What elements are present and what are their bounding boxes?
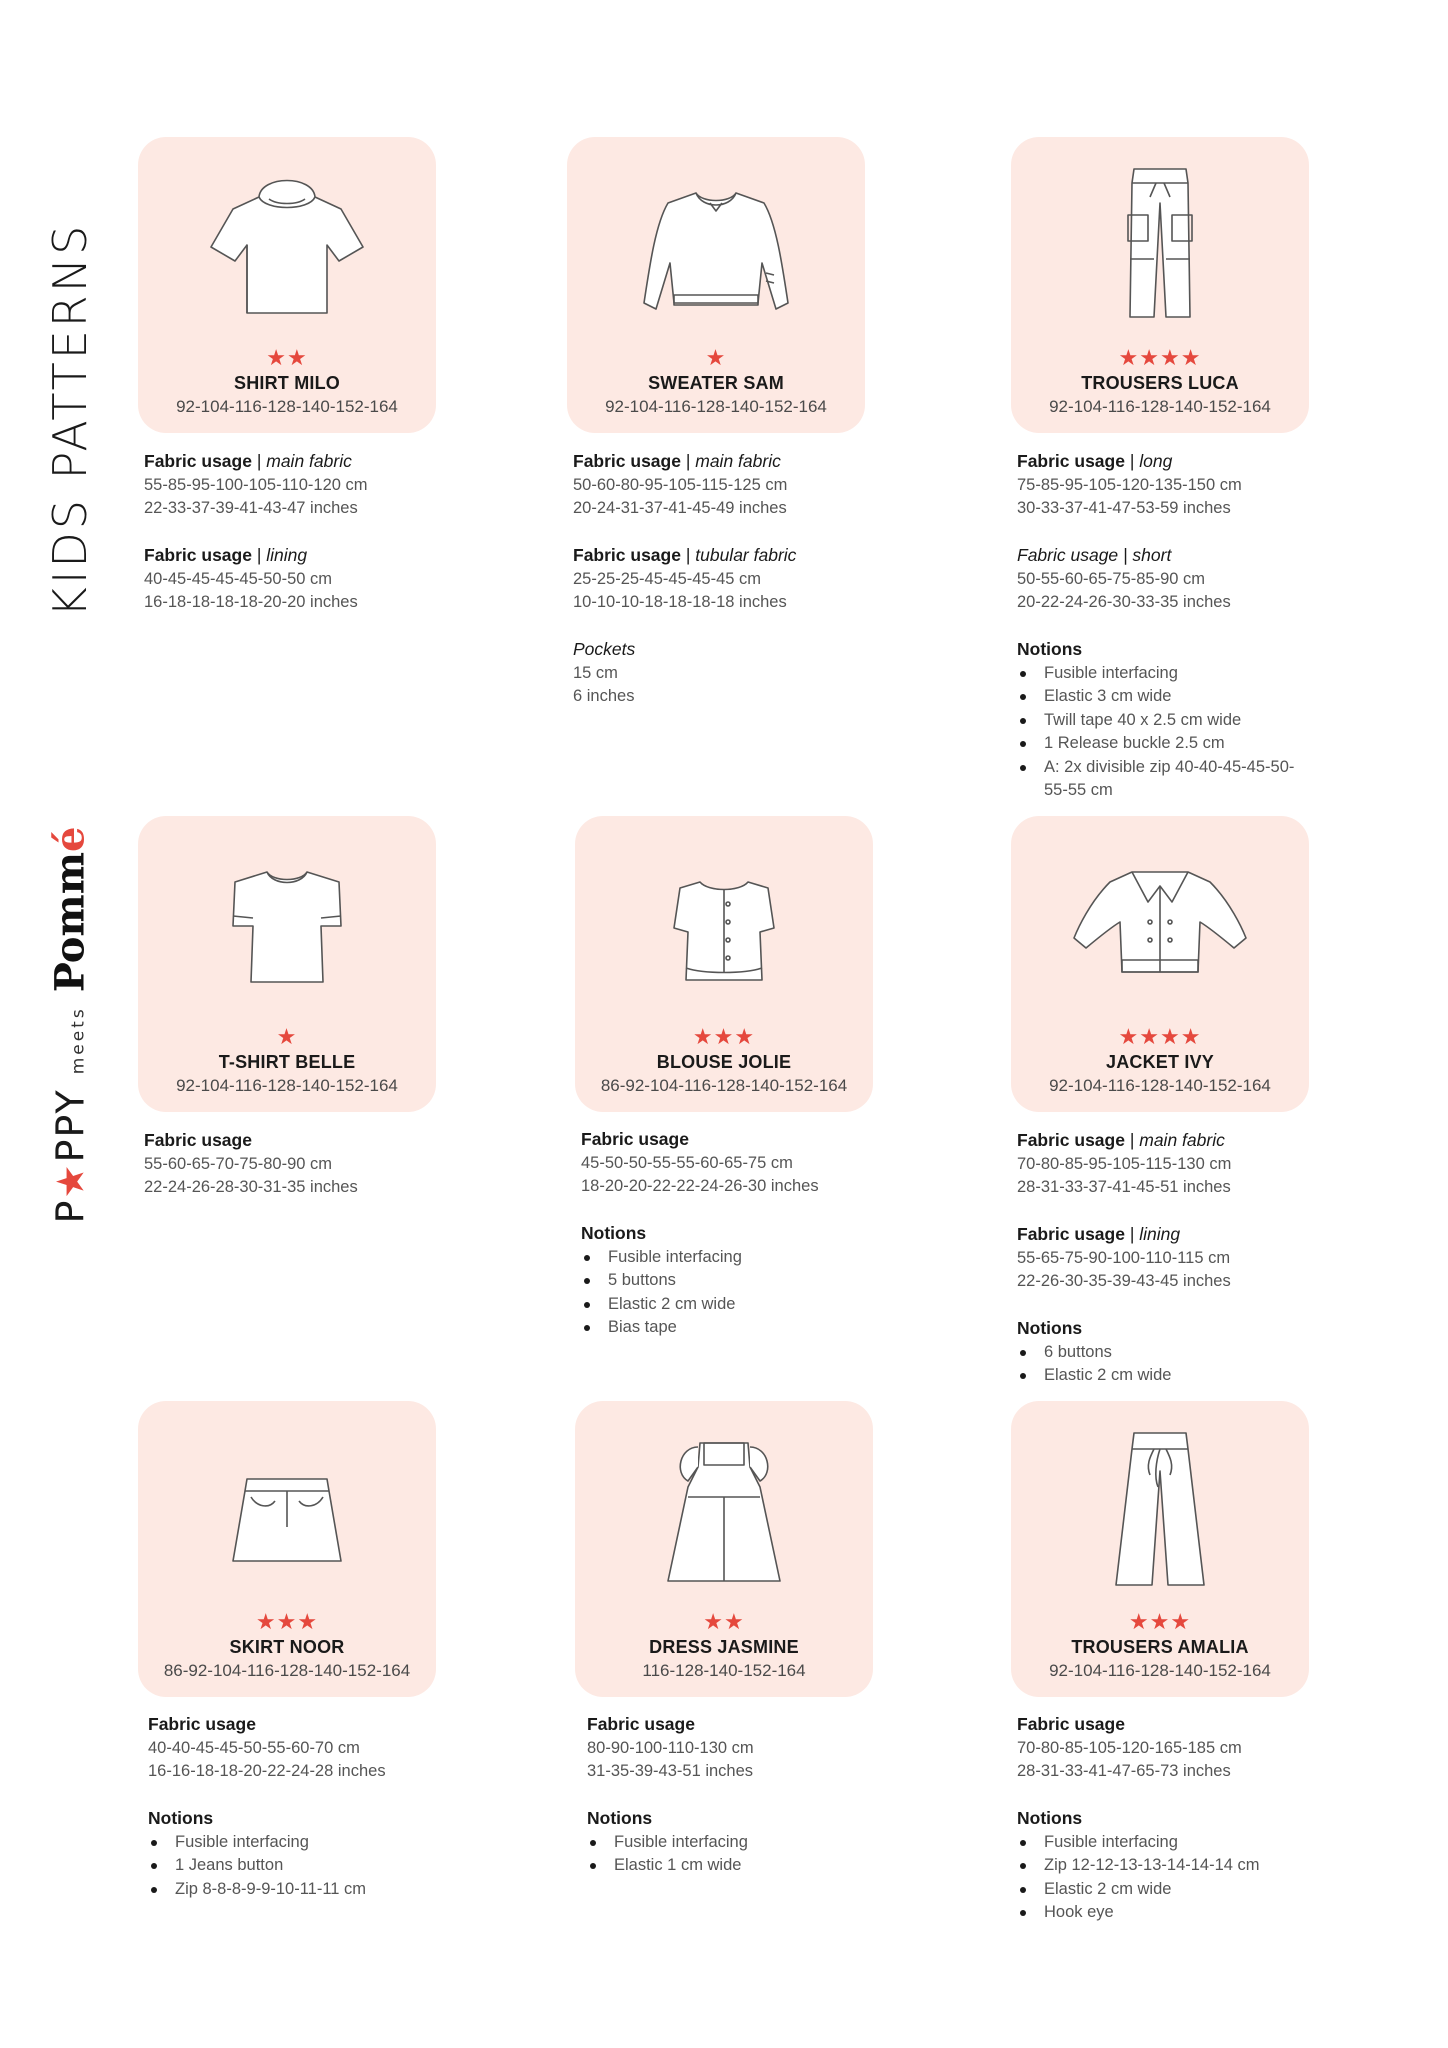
pattern-name: SKIRT NOOR bbox=[229, 1637, 345, 1657]
notion-item: Fusible interfacing bbox=[587, 1831, 887, 1855]
heading-italic: lining bbox=[266, 545, 308, 565]
pattern-name: DRESS JASMINE bbox=[649, 1637, 799, 1657]
heading-bold: Fabric usage bbox=[1017, 451, 1125, 471]
heading-bold: Fabric usage bbox=[148, 1714, 256, 1734]
info-heading bbox=[587, 1807, 887, 1831]
info-heading bbox=[1017, 638, 1317, 662]
notion-item: Bias tape bbox=[581, 1316, 881, 1340]
info-line: 45-50-50-55-55-60-65-75 cm bbox=[581, 1153, 793, 1172]
info-line: 31-35-39-43-51 inches bbox=[587, 1762, 754, 1780]
info-line: 10-10-10-18-18-18-18 inches bbox=[573, 593, 787, 611]
info-heading bbox=[573, 638, 873, 662]
info-line: 15 cm bbox=[573, 663, 618, 682]
info-line: 16-16-18-18-20-22-24-28 inches bbox=[148, 1762, 386, 1780]
spacer bbox=[1017, 615, 1317, 639]
notion-item: 6 buttons bbox=[1017, 1341, 1317, 1365]
heading-bold: Notions bbox=[1017, 1808, 1083, 1828]
heading-italic: main fabric bbox=[1139, 1130, 1225, 1150]
heading-italic: main fabric bbox=[266, 451, 352, 471]
notions-list bbox=[1017, 1341, 1317, 1388]
pattern-info-sweater-sam bbox=[573, 450, 873, 709]
info-heading bbox=[581, 1222, 881, 1246]
info-line: 55-65-75-90-100-110-115 cm bbox=[1017, 1248, 1231, 1267]
difficulty-stars: ★★★ bbox=[1128, 1609, 1192, 1634]
pattern-name: JACKET IVY bbox=[1105, 1052, 1215, 1072]
heading-italic: tubular fabric bbox=[695, 545, 797, 565]
sweater-icon bbox=[626, 163, 806, 323]
info-line: 40-45-45-45-45-50-50 cm bbox=[144, 569, 333, 588]
cargo-trousers-icon bbox=[1070, 163, 1250, 323]
pattern-info-trousers-luca bbox=[1017, 450, 1317, 803]
pattern-card-trousers-luca bbox=[1011, 137, 1309, 433]
brand-poppy: P★PPY bbox=[48, 1088, 93, 1224]
info-line: 22-26-30-35-39-43-45 inches bbox=[1017, 1272, 1231, 1290]
notion-item: Elastic 3 cm wide bbox=[1017, 685, 1317, 709]
brand-pomme: Pommé bbox=[46, 826, 94, 993]
pattern-sizes: 92-104-116-128-140-152-164 bbox=[1049, 1661, 1271, 1680]
info-heading bbox=[1017, 1223, 1317, 1247]
heading-bold: Fabric usage bbox=[144, 1130, 252, 1150]
heading-italic: Pockets bbox=[573, 639, 636, 659]
spacer bbox=[1017, 1784, 1317, 1808]
info-line: 30-33-37-41-47-53-59 inches bbox=[1017, 499, 1231, 517]
pattern-sizes: 86-92-104-116-128-140-152-164 bbox=[600, 1076, 848, 1095]
pattern-card-tshirt-belle bbox=[138, 816, 436, 1112]
info-heading bbox=[587, 1713, 887, 1737]
info-line: 28-31-33-37-41-45-51 inches bbox=[1017, 1178, 1231, 1196]
heading-bold: Fabric usage bbox=[1017, 1130, 1125, 1150]
star-icon: ★ bbox=[48, 1162, 93, 1199]
difficulty-stars: ★★★★ bbox=[1118, 345, 1202, 370]
heading-separator: | bbox=[1124, 1130, 1140, 1150]
notions-list bbox=[587, 1831, 887, 1878]
pattern-card-shirt-milo bbox=[138, 137, 436, 433]
heading-separator: | bbox=[1124, 1224, 1140, 1244]
pattern-card-trousers-amalia bbox=[1011, 1401, 1309, 1697]
pattern-info-jacket-ivy bbox=[1017, 1129, 1317, 1388]
hoodie-shirt-icon bbox=[197, 163, 377, 323]
difficulty-stars: ★★ bbox=[266, 345, 308, 370]
info-line: 25-25-25-45-45-45-45 cm bbox=[573, 569, 762, 588]
info-heading bbox=[144, 544, 444, 568]
heading-separator: | bbox=[251, 545, 267, 565]
pattern-card-jacket-ivy bbox=[1011, 816, 1309, 1112]
brand-meets: meets bbox=[68, 1006, 89, 1075]
info-line: 80-90-100-110-130 cm bbox=[587, 1738, 754, 1757]
spacer bbox=[1017, 1200, 1317, 1224]
heading-separator: | bbox=[1124, 451, 1140, 471]
heading-bold: Fabric usage bbox=[144, 451, 252, 471]
notion-item: Fusible interfacing bbox=[148, 1831, 448, 1855]
difficulty-stars: ★★ bbox=[703, 1609, 745, 1634]
dress-icon bbox=[634, 1427, 814, 1587]
pattern-sizes: 86-92-104-116-128-140-152-164 bbox=[163, 1661, 411, 1680]
blouse-icon bbox=[634, 842, 814, 1002]
info-heading bbox=[573, 544, 873, 568]
info-heading bbox=[1017, 1807, 1317, 1831]
heading-bold: Fabric usage bbox=[1017, 1714, 1125, 1734]
notion-item: Fusible interfacing bbox=[581, 1246, 881, 1270]
info-line: 70-80-85-95-105-115-130 cm bbox=[1017, 1154, 1232, 1173]
pattern-info-trousers-amalia bbox=[1017, 1713, 1317, 1925]
heading-italic: main fabric bbox=[695, 451, 781, 471]
pattern-name: TROUSERS AMALIA bbox=[1071, 1637, 1249, 1657]
info-line: 22-24-26-28-30-31-35 inches bbox=[144, 1178, 358, 1196]
difficulty-stars: ★ bbox=[705, 345, 727, 370]
heading-bold: Fabric usage bbox=[1017, 1224, 1125, 1244]
pattern-sizes: 92-104-116-128-140-152-164 bbox=[176, 1076, 398, 1095]
pattern-sizes: 92-104-116-128-140-152-164 bbox=[176, 397, 398, 416]
skirt-icon bbox=[197, 1427, 377, 1587]
notion-item: Twill tape 40 x 2.5 cm wide bbox=[1017, 709, 1317, 733]
spacer bbox=[1017, 521, 1317, 545]
spacer bbox=[581, 1199, 881, 1223]
pattern-sizes: 92-104-116-128-140-152-164 bbox=[1049, 397, 1271, 416]
pattern-sizes: 92-104-116-128-140-152-164 bbox=[605, 397, 827, 416]
spacer bbox=[587, 1784, 887, 1808]
heading-separator: | bbox=[251, 451, 267, 471]
notion-item: Fusible interfacing bbox=[1017, 662, 1317, 686]
info-line: 70-80-85-105-120-165-185 cm bbox=[1017, 1738, 1242, 1757]
difficulty-stars: ★★★ bbox=[692, 1024, 756, 1049]
heading-bold: Fabric usage bbox=[573, 545, 681, 565]
info-line: 50-55-60-65-75-85-90 cm bbox=[1017, 569, 1206, 588]
heading-bold: Notions bbox=[587, 1808, 653, 1828]
info-line: 20-24-31-37-41-45-49 inches bbox=[573, 499, 787, 517]
info-line: 40-40-45-45-50-55-60-70 cm bbox=[148, 1738, 360, 1757]
notion-item: Elastic 2 cm wide bbox=[581, 1293, 881, 1317]
pattern-name: SHIRT MILO bbox=[234, 373, 340, 393]
info-heading bbox=[1017, 1317, 1317, 1341]
info-heading bbox=[1017, 1713, 1317, 1737]
info-line: 55-60-65-70-75-80-90 cm bbox=[144, 1154, 333, 1173]
info-line: 18-20-20-22-22-24-26-30 inches bbox=[581, 1177, 819, 1195]
notion-item: A: 2x divisible zip 40-40-45-45-50-55-55 cm bbox=[1017, 756, 1317, 803]
notions-list bbox=[1017, 662, 1317, 803]
notions-list bbox=[1017, 1831, 1317, 1925]
brand-logo bbox=[40, 826, 100, 1224]
info-heading bbox=[144, 1129, 444, 1153]
heading-separator: | bbox=[680, 451, 696, 471]
pattern-name: TROUSERS LUCA bbox=[1081, 373, 1239, 393]
info-heading bbox=[581, 1128, 881, 1152]
pattern-info-skirt-noor bbox=[148, 1713, 448, 1901]
pattern-info-dress-jasmine bbox=[587, 1713, 887, 1878]
notions-list bbox=[581, 1246, 881, 1340]
pattern-sizes: 92-104-116-128-140-152-164 bbox=[1049, 1076, 1271, 1095]
notion-item: Fusible interfacing bbox=[1017, 1831, 1317, 1855]
heading-bold: Notions bbox=[581, 1223, 647, 1243]
info-heading bbox=[1017, 1129, 1317, 1153]
notion-item: Elastic 2 cm wide bbox=[1017, 1878, 1317, 1902]
info-heading bbox=[1017, 544, 1317, 568]
info-line: 22-33-37-39-41-43-47 inches bbox=[144, 499, 358, 517]
notion-item: Zip 8-8-8-9-9-10-11-11 cm bbox=[148, 1878, 448, 1902]
pattern-info-tshirt-belle bbox=[144, 1129, 444, 1200]
heading-bold: Fabric usage bbox=[573, 451, 681, 471]
pattern-info-blouse-jolie bbox=[581, 1128, 881, 1340]
info-line: 55-85-95-100-105-110-120 cm bbox=[144, 475, 368, 494]
notion-item: 5 buttons bbox=[581, 1269, 881, 1293]
notion-item: 1 Jeans button bbox=[148, 1854, 448, 1878]
pattern-card-blouse-jolie bbox=[575, 816, 873, 1112]
jacket-icon bbox=[1070, 842, 1250, 1002]
heading-italic: long bbox=[1139, 451, 1173, 471]
info-heading bbox=[144, 450, 444, 474]
info-heading bbox=[573, 450, 873, 474]
heading-bold: Fabric usage bbox=[587, 1714, 695, 1734]
pattern-info-shirt-milo bbox=[144, 450, 444, 615]
difficulty-stars: ★ bbox=[276, 1024, 298, 1049]
pattern-sizes: 116-128-140-152-164 bbox=[642, 1661, 806, 1680]
pattern-name: SWEATER SAM bbox=[648, 373, 784, 393]
notions-list bbox=[148, 1831, 448, 1902]
info-heading bbox=[1017, 450, 1317, 474]
info-line: 28-31-33-41-47-65-73 inches bbox=[1017, 1762, 1231, 1780]
heading-bold: Fabric usage bbox=[144, 545, 252, 565]
wide-trousers-icon bbox=[1070, 1427, 1250, 1587]
heading-italic: lining bbox=[1139, 1224, 1181, 1244]
heading-bold: Notions bbox=[1017, 639, 1083, 659]
info-heading bbox=[148, 1807, 448, 1831]
info-line: 6 inches bbox=[573, 687, 635, 705]
difficulty-stars: ★★★★ bbox=[1118, 1024, 1202, 1049]
info-line: 16-18-18-18-18-20-20 inches bbox=[144, 593, 358, 611]
spacer bbox=[144, 521, 444, 545]
side-title bbox=[40, 222, 100, 618]
pattern-card-dress-jasmine bbox=[575, 1401, 873, 1697]
difficulty-stars: ★★★ bbox=[255, 1609, 319, 1634]
notion-item: 1 Release buckle 2.5 cm bbox=[1017, 732, 1317, 756]
info-heading bbox=[148, 1713, 448, 1737]
heading-bold: Fabric usage bbox=[581, 1129, 689, 1149]
heading-bold: Notions bbox=[148, 1808, 214, 1828]
pattern-name: T-SHIRT BELLE bbox=[218, 1052, 356, 1072]
info-line: 75-85-95-105-120-135-150 cm bbox=[1017, 475, 1242, 494]
notion-item: Elastic 2 cm wide bbox=[1017, 1364, 1317, 1388]
heading-bold: Notions bbox=[1017, 1318, 1083, 1338]
side-title-text: KIDS PATTERNS bbox=[43, 222, 97, 618]
notion-item: Elastic 1 cm wide bbox=[587, 1854, 887, 1878]
info-line: 50-60-80-95-105-115-125 cm bbox=[573, 475, 788, 494]
notion-item: Zip 12-12-13-13-14-14-14 cm bbox=[1017, 1854, 1317, 1878]
notion-item: Hook eye bbox=[1017, 1901, 1317, 1925]
pattern-name: BLOUSE JOLIE bbox=[656, 1052, 792, 1072]
spacer bbox=[148, 1784, 448, 1808]
spacer bbox=[573, 615, 873, 639]
heading-italic: Fabric usage | short bbox=[1017, 545, 1172, 565]
spacer bbox=[573, 521, 873, 545]
spacer bbox=[1017, 1294, 1317, 1318]
pattern-card-skirt-noor bbox=[138, 1401, 436, 1697]
heading-separator: | bbox=[680, 545, 696, 565]
tshirt-icon bbox=[197, 842, 377, 1002]
info-line: 20-22-24-26-30-33-35 inches bbox=[1017, 593, 1231, 611]
pattern-card-sweater-sam bbox=[567, 137, 865, 433]
